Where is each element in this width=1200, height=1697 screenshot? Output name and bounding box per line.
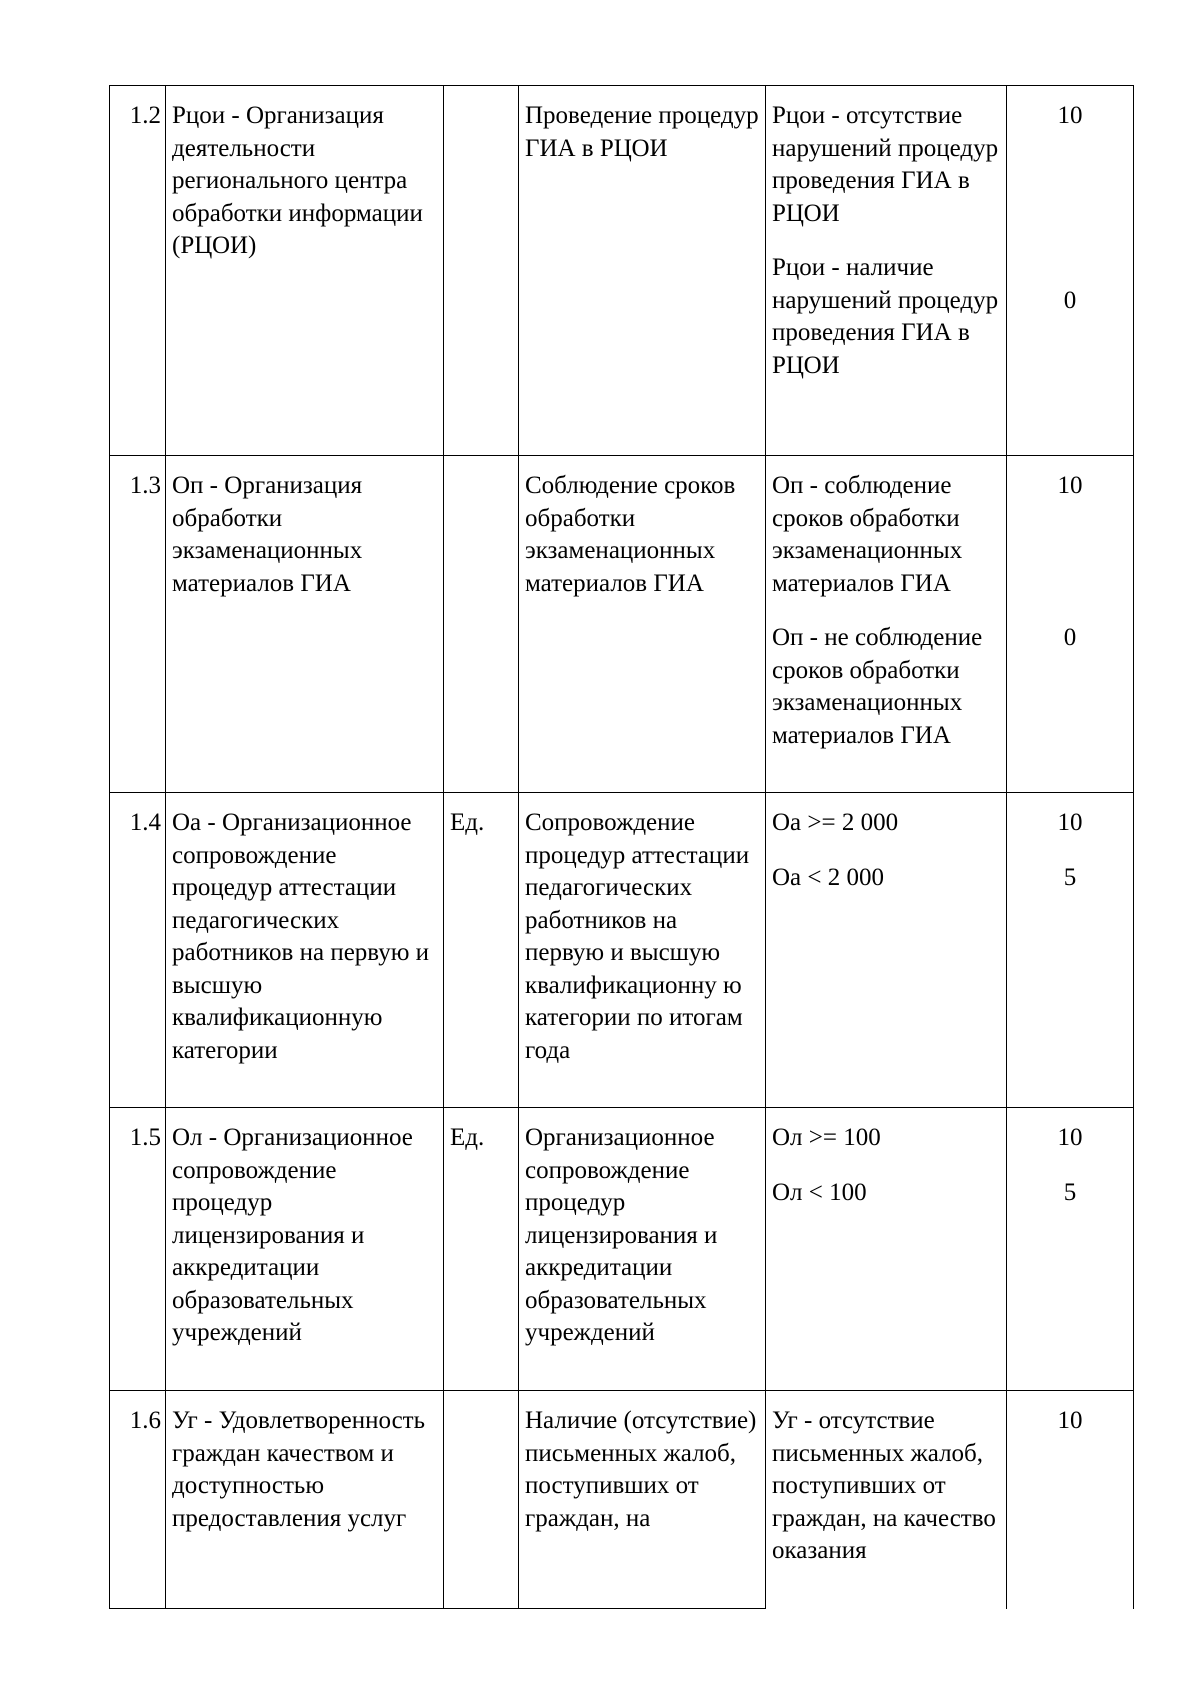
score-value: 10	[1057, 472, 1083, 499]
criteria-cell	[766, 86, 1007, 456]
row-number: 1.2	[110, 86, 166, 456]
score-cell	[1007, 86, 1134, 456]
score-cell	[1007, 456, 1134, 793]
table-row	[110, 456, 1134, 793]
score-value: 0	[1063, 286, 1077, 314]
score-cell	[1007, 1108, 1134, 1391]
score-cell	[1007, 793, 1134, 1108]
criterion-text: Уг - отсутствие письменных жалоб, поступивших от граждан, на качество оказания	[772, 1407, 996, 1564]
indicator-name: Ол - Организационное сопровождение процедур лицензирования и аккредитации образовательных учреждений	[166, 1108, 444, 1391]
score-value: 5	[1063, 1178, 1077, 1206]
score-value: 10	[1057, 1407, 1083, 1434]
unit-cell	[444, 1391, 519, 1609]
indicator-name: Рцои - Организация деятельности регионального центра обработки информации (РЦОИ)	[166, 86, 444, 456]
row-number: 1.4	[110, 793, 166, 1108]
table-row	[110, 793, 1134, 1108]
indicator-description: Проведение процедур ГИА в РЦОИ	[519, 86, 766, 456]
indicators-table	[109, 85, 1134, 1609]
criterion-text: Рцои - наличие нарушений процедур проведения ГИА в РЦОИ	[772, 254, 999, 379]
score-value: 10	[1057, 102, 1083, 129]
criteria-cell	[766, 793, 1007, 1108]
criteria-cell	[766, 1108, 1007, 1391]
indicator-name: Уг - Удовлетворенность граждан качеством и доступностью предоставления услуг	[166, 1391, 444, 1609]
row-number: 1.3	[110, 456, 166, 793]
criterion-text: Оа >= 2 000	[772, 809, 899, 836]
criterion-text: Оа < 2 000	[772, 863, 884, 891]
indicator-description: Организационное сопровождение процедур лицензирования и аккредитации образовательных учреждений	[519, 1108, 766, 1391]
score-value: 10	[1057, 1124, 1083, 1151]
score-value: 10	[1057, 809, 1083, 836]
criterion-text: Рцои - отсутствие нарушений процедур проведения ГИА в РЦОИ	[772, 102, 999, 227]
indicator-description: Наличие (отсутствие) письменных жалоб, поступивших от граждан, на	[519, 1391, 766, 1609]
indicator-name: Оп - Организация обработки экзаменационных материалов ГИА	[166, 456, 444, 793]
criterion-text: Оп - не соблюдение сроков обработки экзаменационных материалов ГИА	[772, 624, 983, 749]
unit-cell	[444, 86, 519, 456]
unit-cell	[444, 456, 519, 793]
table-row	[110, 86, 1134, 456]
score-value: 5	[1063, 863, 1077, 891]
score-value: 0	[1063, 623, 1077, 651]
indicator-description: Соблюдение сроков обработки экзаменационных материалов ГИА	[519, 456, 766, 793]
criteria-cell	[766, 456, 1007, 793]
row-number: 1.5	[110, 1108, 166, 1391]
criteria-cell	[766, 1391, 1007, 1609]
row-number: 1.6	[110, 1391, 166, 1609]
criterion-text: Оп - соблюдение сроков обработки экзаменационных материалов ГИА	[772, 472, 963, 597]
criterion-text: Ол >= 100	[772, 1124, 881, 1151]
table-row	[110, 1108, 1134, 1391]
score-cell	[1007, 1391, 1134, 1609]
indicator-name: Оа - Организационное сопровождение процедур аттестации педагогических работников на первую и высшую квалификационную категории	[166, 793, 444, 1108]
table-row	[110, 1391, 1134, 1609]
unit-cell: Ед.	[444, 793, 519, 1108]
indicator-description: Сопровождение процедур аттестации педагогических работников на первую и высшую квалификационну ю категории по итогам года	[519, 793, 766, 1108]
unit-cell: Ед.	[444, 1108, 519, 1391]
criterion-text: Ол < 100	[772, 1178, 867, 1206]
